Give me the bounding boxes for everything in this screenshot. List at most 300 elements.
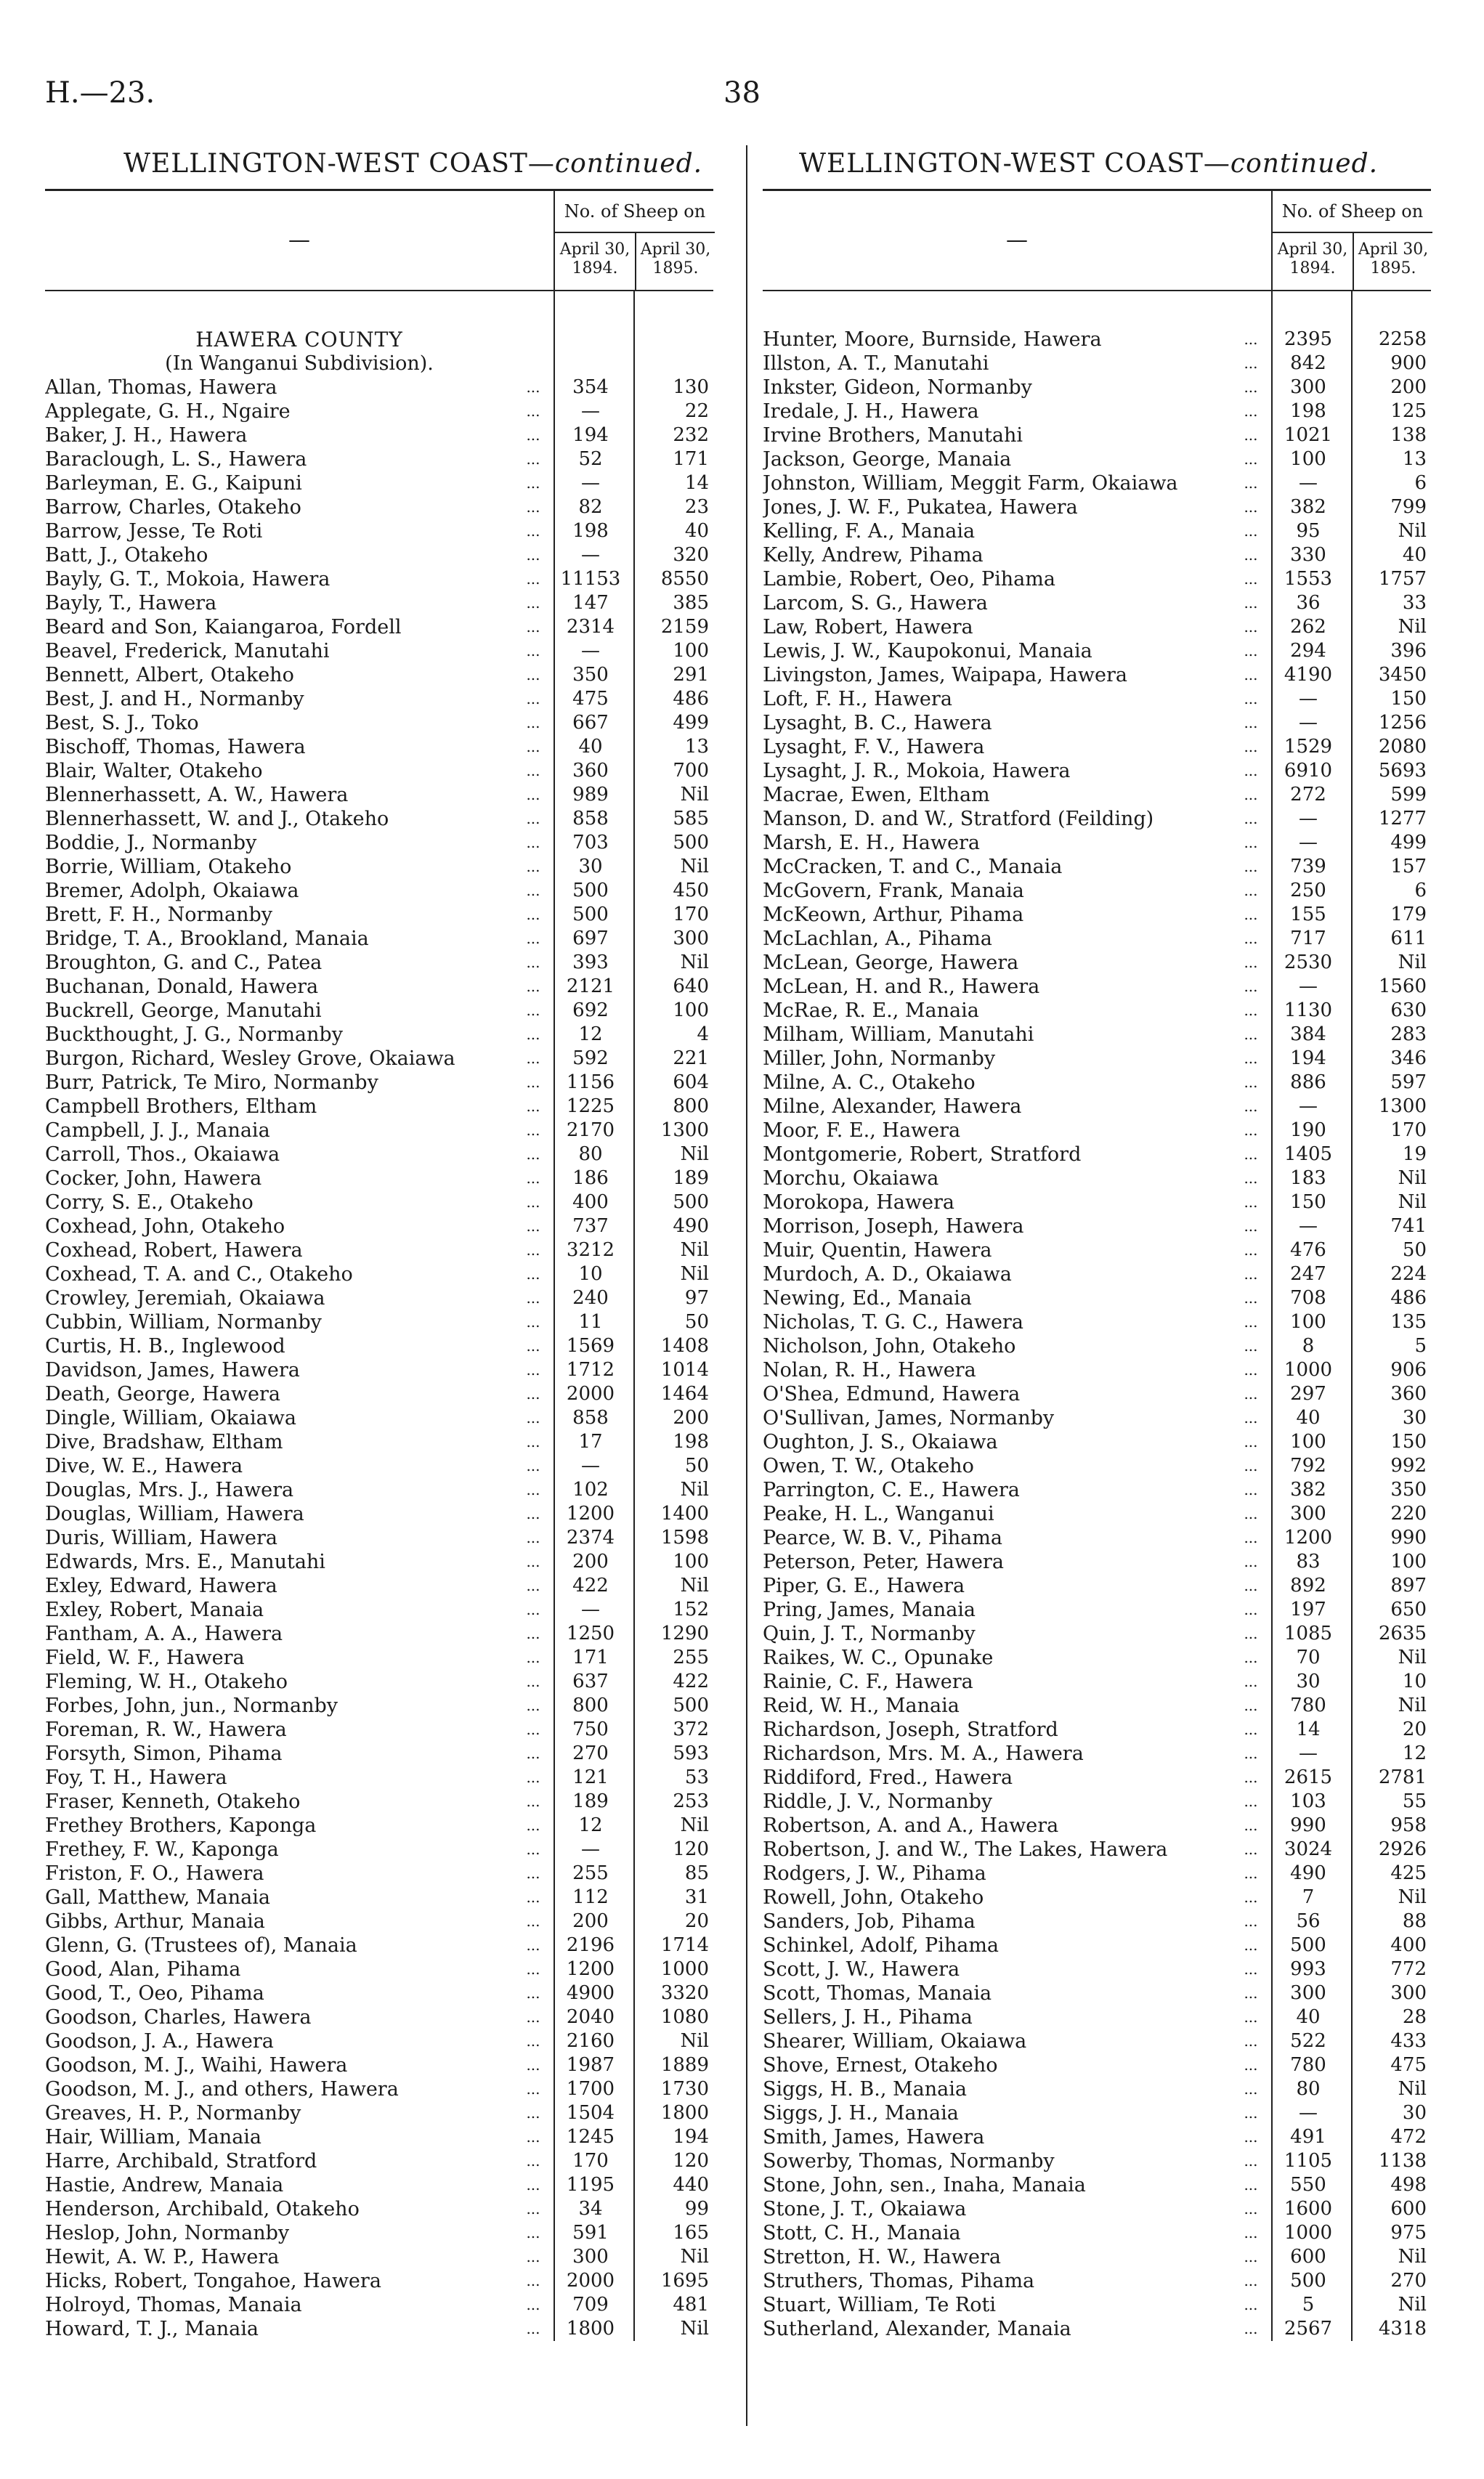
owner-name: Foreman, R. W., Hawera (45, 1719, 287, 1741)
table-row (45, 711, 713, 735)
leader-dots: ... (526, 1026, 540, 1043)
sheep-1894: 2567 (1284, 2318, 1333, 2340)
sheep-1894: 1200 (566, 1503, 615, 1525)
sheep-1894: 1130 (1284, 999, 1333, 1021)
sheep-1894: 1021 (1284, 424, 1333, 446)
table-row (45, 735, 713, 759)
table-row (763, 1190, 1431, 1214)
leader-dots: ... (526, 1050, 540, 1067)
sheep-1895: Nil (1398, 616, 1427, 638)
table-row (45, 1382, 713, 1406)
sheep-1895: 138 (1390, 424, 1427, 446)
leader-dots: ... (1244, 522, 1258, 540)
sheep-1895: 6 (1414, 472, 1427, 494)
leader-dots: ... (1244, 354, 1258, 372)
right-table-header (763, 189, 1431, 291)
sheep-1894: 300 (1290, 376, 1326, 398)
sheep-1895: 200 (1390, 376, 1427, 398)
sheep-1895: 40 (1402, 544, 1427, 566)
table-row (45, 2053, 713, 2077)
sheep-1894: 842 (1290, 352, 1326, 374)
sheep-1895: 1256 (1378, 712, 1427, 734)
sheep-1894: — (1299, 712, 1318, 734)
sheep-1895: 611 (1390, 928, 1427, 949)
sheep-1895: 1464 (660, 1383, 709, 1405)
table-row (763, 687, 1431, 711)
sheep-1895: 906 (1390, 1359, 1427, 1381)
sheep-1894: 717 (1290, 928, 1326, 949)
table-row (763, 2005, 1431, 2029)
date-1894-header: April 30, 1894. (1277, 240, 1348, 277)
leader-dots: ... (1244, 618, 1258, 636)
owner-name: Coxhead, John, Otakeho (45, 1215, 285, 1238)
leader-dots: ... (1244, 762, 1258, 779)
owner-name: Law, Robert, Hawera (763, 616, 973, 638)
sheep-1894: 780 (1290, 1695, 1326, 1716)
sheep-1894: 400 (572, 1191, 609, 1213)
leader-dots: ... (1244, 1601, 1258, 1618)
sheep-1894: 1700 (566, 2078, 615, 2100)
leader-dots: ... (1244, 2008, 1258, 2026)
sheep-1894: 2530 (1284, 952, 1333, 973)
owner-name: McKeown, Arthur, Pihama (763, 904, 1024, 926)
table-row (45, 1670, 713, 1694)
sheep-1895: 189 (673, 1167, 709, 1189)
sheep-1895: 12 (1402, 1742, 1427, 1764)
owner-name: Shearer, William, Okaiawa (763, 2030, 1027, 2053)
owner-name: Morokopa, Hawera (763, 1191, 954, 1214)
sheep-1894: 892 (1290, 1575, 1326, 1596)
table-row (45, 1167, 713, 1190)
sheep-1894: 6910 (1284, 760, 1333, 782)
leader-dots: ... (526, 666, 540, 683)
sheep-1894: — (581, 544, 600, 566)
sheep-1894: 500 (572, 904, 609, 925)
owner-name: Reid, W. H., Manaia (763, 1695, 960, 1717)
table-row (45, 879, 713, 903)
leader-dots: ... (526, 1601, 540, 1618)
table-row (45, 1143, 713, 1167)
leader-dots: ... (1244, 1936, 1258, 1954)
leader-dots: ... (1244, 1217, 1258, 1235)
name-column-header: — (1006, 227, 1028, 253)
sheep-1895: 50 (684, 1311, 709, 1333)
owner-name: Bridge, T. A., Brookland, Manaia (45, 928, 369, 950)
sheep-1894: 739 (1290, 856, 1326, 877)
leader-dots: ... (1244, 1505, 1258, 1522)
table-row (763, 1071, 1431, 1095)
table-row (763, 423, 1431, 447)
leader-dots: ... (526, 450, 540, 468)
owner-name: Buckrell, George, Manutahi (45, 999, 322, 1022)
sheep-column-header (1271, 191, 1432, 290)
owner-name: Schinkel, Adolf, Pihama (763, 1934, 1000, 1957)
sheep-1895: Nil (680, 2246, 709, 2268)
owner-name: Beard and Son, Kaiangaroa, Fordell (45, 616, 402, 638)
sheep-1895: 1277 (1378, 808, 1427, 829)
sheep-1895: 630 (1390, 999, 1427, 1021)
leader-dots: ... (526, 1960, 540, 1978)
owner-name: McLean, George, Hawera (763, 952, 1019, 974)
table-row (45, 519, 713, 543)
owner-name: McGovern, Frank, Manaia (763, 880, 1024, 902)
table-row (45, 447, 713, 471)
sheep-1894: 667 (572, 712, 609, 734)
leader-dots: ... (1244, 1241, 1258, 1259)
owner-name: Heslop, John, Normanby (45, 2222, 290, 2244)
table-row (763, 1670, 1431, 1694)
sheep-1894: 750 (572, 1719, 609, 1740)
owner-name: Morrison, Joseph, Hawera (763, 1215, 1024, 1238)
table-row (45, 807, 713, 831)
owner-name: Brett, F. H., Normanby (45, 904, 272, 926)
sheep-1895: 450 (673, 880, 709, 901)
leader-dots: ... (1244, 834, 1258, 851)
leader-dots: ... (526, 1145, 540, 1163)
leader-dots: ... (526, 1745, 540, 1762)
sheep-1895: 486 (1390, 1287, 1427, 1309)
owner-name: Good, Alan, Pihama (45, 1958, 241, 1981)
sheep-1895: 194 (673, 2126, 709, 2148)
owner-name: Glenn, G. (Trustees of), Manaia (45, 1934, 357, 1957)
sheep-1895: Nil (1398, 2246, 1427, 2268)
leader-dots: ... (526, 426, 540, 444)
owner-name: Holroyd, Thomas, Manaia (45, 2294, 302, 2316)
owner-name: Irvine Brothers, Manutahi (763, 424, 1023, 447)
owner-name: McLean, H. and R., Hawera (763, 975, 1040, 998)
owner-name: Inkster, Gideon, Normanby (763, 376, 1032, 399)
leader-dots: ... (526, 498, 540, 516)
sheep-1895: 100 (673, 999, 709, 1021)
sheep-1894: — (581, 400, 600, 422)
owner-name: Hair, William, Manaia (45, 2126, 262, 2149)
table-row (763, 1814, 1431, 1838)
sheep-1895: Nil (680, 1263, 709, 1285)
sheep-1894: 1156 (566, 1071, 615, 1093)
table-row (45, 975, 713, 999)
sheep-1895: 10 (1402, 1671, 1427, 1692)
leader-dots: ... (526, 1409, 540, 1427)
sheep-1895: 2080 (1378, 736, 1427, 758)
sheep-1895: 1014 (660, 1359, 709, 1381)
owner-name: Hewit, A. W. P., Hawera (45, 2246, 280, 2268)
section-subtitle: (In Wanganui Subdivision). (165, 352, 434, 375)
sheep-1895: 422 (673, 1671, 709, 1692)
owner-name: Allan, Thomas, Hawera (45, 376, 277, 399)
owner-name: Livingston, James, Waipapa, Hawera (763, 664, 1127, 686)
sheep-1894: 147 (572, 592, 609, 614)
leader-dots: ... (1244, 2176, 1258, 2194)
sheep-1895: Nil (680, 1479, 709, 1501)
owner-name: Exley, Robert, Manaia (45, 1599, 264, 1621)
sheep-1894: 112 (572, 1886, 609, 1908)
owner-name: Riddle, J. V., Normanby (763, 1790, 993, 1813)
left-column-title: WELLINGTON-WEST COAST—continued. (123, 149, 703, 179)
owner-name: Goodson, M. J., Waihi, Hawera (45, 2054, 348, 2077)
owner-name: Friston, F. O., Hawera (45, 1862, 264, 1885)
sheep-1894: 80 (578, 1143, 603, 1165)
table-row (763, 1622, 1431, 1646)
leader-dots: ... (526, 402, 540, 420)
sheep-1895: 5 (1414, 1335, 1427, 1357)
table-row (45, 471, 713, 495)
sheep-1894: 95 (1296, 520, 1321, 542)
leader-dots: ... (1244, 402, 1258, 420)
leader-dots: ... (526, 1217, 540, 1235)
table-row (45, 1190, 713, 1214)
sheep-1895: 400 (1390, 1934, 1427, 1956)
sheep-1894: — (1299, 472, 1318, 494)
table-row (763, 1910, 1431, 1934)
sheep-1894: 708 (1290, 1287, 1326, 1309)
leader-dots: ... (1244, 858, 1258, 875)
table-row (763, 1742, 1431, 1766)
leader-dots: ... (1244, 930, 1258, 947)
sheep-1895: 1695 (660, 2270, 709, 2292)
sheep-1894: 780 (1290, 2054, 1326, 2076)
owner-name: Stuart, William, Te Roti (763, 2294, 996, 2316)
leader-dots: ... (526, 1481, 540, 1498)
leader-dots: ... (1244, 1433, 1258, 1451)
table-row (763, 1119, 1431, 1143)
sheep-1894: 354 (572, 376, 609, 398)
table-row (763, 2197, 1431, 2221)
leader-dots: ... (526, 2320, 540, 2337)
leader-dots: ... (1244, 1960, 1258, 1978)
table-row (763, 1406, 1431, 1430)
sheep-1895: 100 (1390, 1551, 1427, 1573)
sheep-1894: 194 (1290, 1047, 1326, 1069)
sheep-1894: 2040 (566, 2006, 615, 2028)
table-row (763, 1023, 1431, 1047)
leader-dots: ... (526, 1241, 540, 1259)
sheep-1895: 55 (1402, 1790, 1427, 1812)
table-row (763, 1214, 1431, 1238)
sheep-1894: — (1299, 1095, 1318, 1117)
sheep-1894: 1245 (566, 2126, 615, 2148)
leader-dots: ... (1244, 1793, 1258, 1810)
leader-dots: ... (1244, 330, 1258, 348)
sheep-1895: 1714 (660, 1934, 709, 1956)
sheep-1895: 170 (1390, 1119, 1427, 1141)
sheep-1894: 1712 (566, 1359, 615, 1381)
sheep-1895: 1400 (660, 1503, 709, 1525)
sheep-1895: 40 (684, 520, 709, 542)
table-row (763, 1934, 1431, 1957)
page-reference: H.—23. (45, 76, 155, 110)
sheep-1894: 800 (572, 1695, 609, 1716)
owner-name: Baker, J. H., Hawera (45, 424, 248, 447)
sheep-1894: — (1299, 832, 1318, 853)
sheep-1894: 300 (1290, 1503, 1326, 1525)
leader-dots: ... (526, 1577, 540, 1594)
leader-dots: ... (526, 1841, 540, 1858)
leader-dots: ... (1244, 1625, 1258, 1642)
sheep-1895: 4318 (1378, 2318, 1427, 2340)
table-row (763, 2125, 1431, 2149)
leader-dots: ... (1244, 1337, 1258, 1355)
sheep-1894: — (1299, 1742, 1318, 1764)
date-1895-header: April 30, 1895. (635, 233, 715, 290)
owner-name: Marsh, E. H., Hawera (763, 832, 980, 854)
table-row (763, 1047, 1431, 1071)
owner-name: Foy, T. H., Hawera (45, 1766, 227, 1789)
table-row (763, 1262, 1431, 1286)
sheep-1895: 385 (673, 592, 709, 614)
leader-dots: ... (526, 2080, 540, 2098)
sheep-column-header (554, 191, 715, 290)
sheep-1894: — (581, 472, 600, 494)
owner-name: Rowell, John, Otakeho (763, 1886, 984, 1909)
sheep-1894: 2170 (566, 1119, 615, 1141)
owner-name: Robertson, A. and A., Hawera (763, 1814, 1059, 1837)
owner-name: Barrow, Charles, Otakeho (45, 496, 301, 519)
sheep-1894: — (1299, 975, 1318, 997)
sheep-1895: 291 (673, 664, 709, 686)
sheep-1894: 272 (1290, 784, 1326, 806)
owner-name: Blair, Walter, Otakeho (45, 760, 263, 782)
sheep-1895: 3320 (660, 1982, 709, 2004)
sheep-1894: 1195 (566, 2174, 615, 2196)
leader-dots: ... (526, 1098, 540, 1115)
sheep-1894: 4900 (566, 1982, 615, 2004)
table-row (763, 1382, 1431, 1406)
leader-dots: ... (526, 690, 540, 707)
owner-name: Coxhead, T. A. and C., Otakeho (45, 1263, 353, 1286)
owner-name: Stone, J. T., Okaiawa (763, 2198, 967, 2220)
sheep-1895: 1560 (1378, 975, 1427, 997)
sheep-1895: 604 (673, 1071, 709, 1093)
owner-name: Kelly, Andrew, Pihama (763, 544, 984, 567)
leader-dots: ... (526, 1457, 540, 1474)
sheep-1894: 476 (1290, 1239, 1326, 1261)
owner-name: Corry, S. E., Otakeho (45, 1191, 254, 1214)
table-row (45, 903, 713, 927)
owner-name: O'Shea, Edmund, Hawera (763, 1383, 1021, 1405)
sheep-1895: 900 (1390, 352, 1427, 374)
sheep-1895: 1598 (660, 1527, 709, 1549)
leader-dots: ... (526, 1888, 540, 1906)
sheep-1894: 200 (572, 1551, 609, 1573)
sheep-1894: 382 (1290, 496, 1326, 518)
sheep-1894: 294 (1290, 640, 1326, 662)
sheep-1895: 253 (673, 1790, 709, 1812)
sheep-1894: 350 (572, 664, 609, 686)
sheep-1895: 500 (673, 1695, 709, 1716)
owner-name: Burr, Patrick, Te Miro, Normanby (45, 1071, 378, 1094)
leader-dots: ... (526, 930, 540, 947)
leader-dots: ... (526, 594, 540, 612)
sheep-1894: 737 (572, 1215, 609, 1237)
sheep-1894: 858 (572, 808, 609, 829)
sheep-1895: 741 (1390, 1215, 1427, 1237)
sheep-1894: 3024 (1284, 1838, 1333, 1860)
owner-name: Scott, J. W., Hawera (763, 1958, 960, 1981)
table-row (45, 1023, 713, 1047)
sheep-1894: — (1299, 1215, 1318, 1237)
table-row (763, 376, 1431, 399)
table-row (45, 1742, 713, 1766)
sheep-1894: 692 (572, 999, 609, 1021)
table-row (763, 1862, 1431, 1886)
sheep-1894: 697 (572, 928, 609, 949)
sheep-1895: 600 (1390, 2198, 1427, 2220)
owner-name: Smith, James, Hawera (763, 2126, 985, 2149)
sheep-1895: Nil (1398, 2078, 1427, 2100)
sheep-1894: 490 (1290, 1862, 1326, 1884)
table-row (45, 2293, 713, 2317)
sheep-1894: 550 (1290, 2174, 1326, 2196)
owner-name: Siggs, H. B., Manaia (763, 2078, 967, 2101)
sheep-1894: — (581, 640, 600, 662)
sheep-1894: 5 (1302, 2294, 1315, 2316)
sheep-1895: 22 (684, 400, 709, 422)
sheep-1894: 382 (1290, 1479, 1326, 1501)
sheep-1895: 20 (1402, 1719, 1427, 1740)
table-row (763, 2221, 1431, 2245)
sheep-1895: 283 (1390, 1023, 1427, 1045)
owner-name: Davidson, James, Hawera (45, 1359, 300, 1381)
sheep-1895: 221 (673, 1047, 709, 1069)
owner-name: Richardson, Mrs. M. A., Hawera (763, 1742, 1084, 1765)
table-row (45, 639, 713, 663)
sheep-1895: 425 (1390, 1862, 1427, 1884)
sheep-1895: 799 (1390, 496, 1427, 518)
owner-name: Richardson, Joseph, Stratford (763, 1719, 1058, 1741)
owner-name: Douglas, Mrs. J., Hawera (45, 1479, 294, 1501)
sheep-1894: — (581, 1455, 600, 1477)
owner-name: Borrie, William, Otakeho (45, 856, 292, 878)
table-row (763, 1454, 1431, 1478)
sheep-1895: 200 (673, 1407, 709, 1429)
owner-name: Manson, D. and W., Stratford (Feilding) (763, 808, 1154, 830)
table-row (763, 1526, 1431, 1550)
owner-name: Siggs, J. H., Manaia (763, 2102, 959, 2125)
owner-name: Loft, F. H., Hawera (763, 688, 952, 710)
sheep-1895: Nil (680, 856, 709, 877)
table-row (763, 2269, 1431, 2293)
leader-dots: ... (1244, 1769, 1258, 1786)
owner-name: Illston, A. T., Manutahi (763, 352, 989, 375)
table-row (45, 2005, 713, 2029)
leader-dots: ... (1244, 954, 1258, 971)
owner-name: Scott, Thomas, Manaia (763, 1982, 992, 2005)
leader-dots: ... (526, 1984, 540, 2002)
owner-name: Applegate, G. H., Ngaire (45, 400, 291, 423)
table-row (45, 831, 713, 855)
owner-name: Cocker, John, Hawera (45, 1167, 262, 1190)
sheep-1895: Nil (1398, 2294, 1427, 2316)
table-row (45, 1957, 713, 1981)
sheep-1894: 500 (1290, 2270, 1326, 2292)
sheep-1894: 11 (578, 1311, 603, 1333)
table-row (763, 1646, 1431, 1670)
table-row (763, 783, 1431, 807)
owner-name: Goodson, J. A., Hawera (45, 2030, 274, 2053)
table-row (763, 495, 1431, 519)
sheep-1894: 190 (1290, 1119, 1326, 1141)
sheep-1895: 640 (673, 975, 709, 997)
table-row (45, 1430, 713, 1454)
sheep-1894: 2160 (566, 2030, 615, 2052)
sheep-1895: 490 (673, 1215, 709, 1237)
owner-name: Jones, J. W. F., Pukatea, Hawera (763, 496, 1078, 519)
sheep-1894: 1200 (1284, 1527, 1333, 1549)
sheep-1895: 486 (673, 688, 709, 710)
table-row (763, 615, 1431, 639)
sheep-1894: 70 (1296, 1647, 1321, 1668)
sheep-1895: 50 (1402, 1239, 1427, 1261)
